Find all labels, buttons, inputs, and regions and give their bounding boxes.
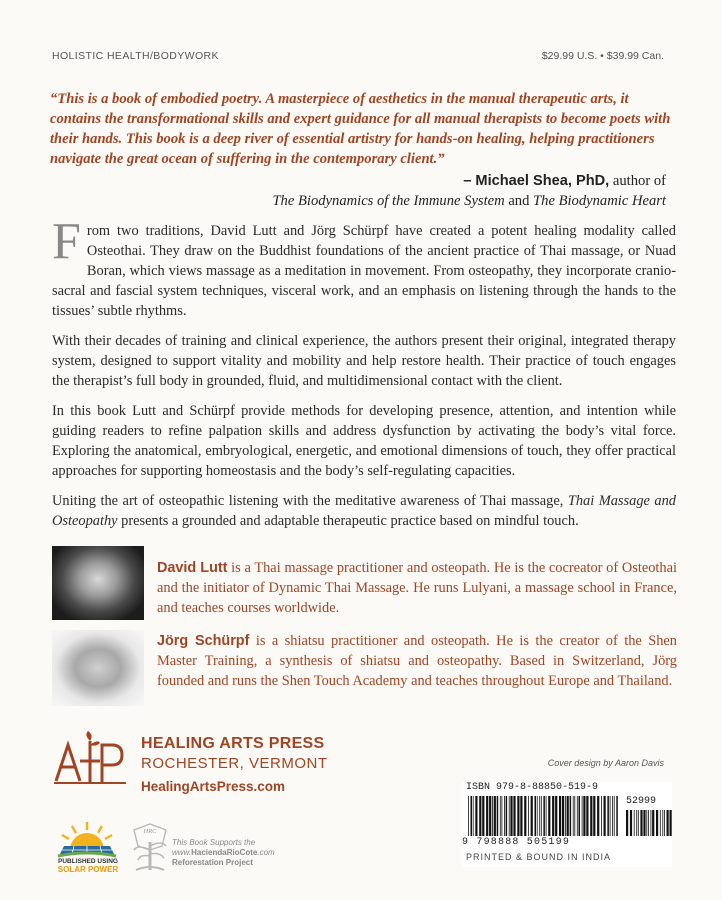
isbn-text: ISBN 979-8-88850-519-9: [466, 782, 599, 793]
description-p1-text: rom two traditions, David Lutt and Jörg Schürpf have created a potent healing modality called Osteothai. They draw on the Buddhist foundations of the ancient practice of Thai massage, or Nuad Boran, which views massage as a meditation in movement. From osteopathy, they incorporate cranio-sacral and fascial system techniques, visceral work, and an emphasis on listening through the hands to the tissues’ subtle rhythms.: [52, 223, 676, 319]
barcode-bar: [468, 796, 469, 836]
endorser-role: author of: [609, 173, 666, 189]
description-p4-end: presents a grounded and adaptable therapeutic practice based on mindful touch.: [117, 513, 579, 529]
barcode-bar: [597, 796, 599, 836]
barcode-bar: [667, 810, 669, 836]
cover-credit: Cover design by Aaron Davis: [547, 758, 664, 768]
tree-text-line2: [172, 848, 275, 858]
publisher-url[interactable]: HealingArtsPress.com: [141, 779, 286, 794]
barcode-bar: [471, 796, 473, 836]
description-p4-start: Uniting the art of osteopathic listening with the meditative awareness of Thai massage,: [52, 493, 568, 509]
barcode-bar: [502, 796, 503, 836]
author-bio-2: [157, 631, 677, 691]
tree-text-line1: This Book Supports the: [172, 838, 256, 847]
solar-label-line2: SOLAR POWER: [57, 865, 119, 874]
barcode-bar: [616, 796, 618, 836]
barcode-bar: [607, 796, 609, 836]
endorsement-quote: “This is a book of embodied poetry. A masterpiece of aesthetics in the manual therapeutic arts, it contains the transformational skills and expert guidance for all manual therapists to become poets with their hands. This book is a deep river of essential artistry for hands-on healing, helping practitioners navigate the great ocean of suffering in the contemporary client.”: [50, 91, 671, 167]
barcode-bar: [662, 810, 663, 836]
barcode-bar: [506, 796, 508, 836]
barcode-bar: [577, 796, 578, 836]
barcode-bar: [524, 796, 526, 836]
barcode-bar: [541, 796, 542, 836]
barcode-bar: [590, 796, 592, 836]
barcode-bar: [570, 796, 572, 836]
barcode-bars: [468, 796, 618, 836]
tree-url-prefix: www.: [172, 848, 192, 857]
barcode-bar: [579, 796, 581, 836]
barcode-bar: [528, 796, 529, 836]
barcode-bar: [513, 796, 515, 836]
barcode-bar: [567, 796, 569, 836]
endorser-name: – Michael Shea, PhD,: [463, 173, 610, 189]
publisher-name: HEALING ARTS PRESS: [141, 735, 325, 752]
solar-power-icon: [54, 820, 120, 858]
barcode-number: 9 798888 505199: [462, 837, 571, 848]
barcode-bar: [652, 810, 654, 836]
barcode-bar: [509, 796, 510, 836]
endorser-and: and: [504, 193, 534, 209]
reforestation-text: [172, 838, 275, 868]
book-title-inline: Thai Massage and Osteopathy: [52, 493, 676, 529]
tree-logo-text: HRC: [143, 828, 157, 835]
barcode-bar: [543, 796, 545, 836]
tree-text-line3: Reforestation Project: [172, 858, 253, 867]
description-paragraph-3: In this book Lutt and Schürpf provide methods for developing presence, attention, and intention while guiding readers to refine palpation skills and address dysfunction by activating the body’s vital force. Exploring the anatomical, embryological, energetic, and emotional dimensions of touch, they offer practical approaches for supporting homeostasis and the body’s self-regulating capacities.: [52, 403, 676, 479]
barcode-addon-bars: [626, 810, 672, 836]
barcode-bar: [555, 796, 557, 836]
barcode-bar: [670, 810, 672, 836]
author-bio-1: [157, 558, 677, 618]
barcode-bar: [614, 796, 615, 836]
barcode-bar: [638, 810, 639, 836]
price-label: $29.99 U.S. • $39.99 Can.: [541, 50, 664, 62]
barcode-bar: [475, 796, 477, 836]
barcode-bar: [630, 810, 632, 836]
solar-power-label: [52, 858, 124, 874]
logo-letters: AHP: [52, 718, 85, 735]
barcode-bar: [517, 796, 519, 836]
barcode-bar: [636, 810, 637, 836]
barcode-bar: [520, 796, 522, 836]
barcode-bar: [634, 810, 635, 836]
author-bio-text-2: is a shiatsu practitioner and osteopath. He is the creator of the Shen Master Training, a synthesis of shiatsu and osteopathy. Based in Switzerland, Jörg founded and runs the Shen Touch Academy and teaches throughout Europe and Thailand.: [157, 633, 677, 689]
barcode-bar: [562, 796, 564, 836]
dropcap: F: [52, 213, 81, 270]
endorser-book-1: The Biodynamics of the Immune System: [272, 193, 505, 209]
barcode-bar: [648, 810, 649, 836]
barcode-bar: [612, 796, 613, 836]
description-paragraph-1: [52, 213, 676, 321]
barcode-bar: [664, 810, 665, 836]
barcode-bar: [660, 810, 661, 836]
endorser-book-2: The Biodynamic Heart: [533, 193, 666, 209]
barcode-bar: [586, 796, 588, 836]
barcode-bar: [539, 796, 540, 836]
author-name-2: Jörg Schürpf: [157, 633, 250, 649]
barcode-bar: [479, 796, 481, 836]
barcode-bar: [640, 810, 642, 836]
tree-url-suffix: .com: [257, 848, 275, 857]
barcode-bar: [583, 796, 585, 836]
barcode-price-code: 52999: [626, 796, 657, 807]
barcode-bar: [489, 796, 491, 836]
quote-attribution: [106, 171, 666, 211]
barcode-bar: [656, 810, 658, 836]
barcode-bar: [494, 796, 496, 836]
barcode-bar: [593, 796, 595, 836]
barcode-bar: [574, 796, 575, 836]
barcode-bar: [535, 796, 537, 836]
barcode-bar: [626, 810, 628, 836]
tree-icon: [128, 820, 172, 872]
author-bio-text-1: is a Thai massage practitioner and osteopath. He is the cocreator of Osteothai and the initiator of Dynamic Thai Massage. He runs Lulyani, a massage school in France, and teaches courses worldwide.: [157, 560, 677, 616]
description-paragraph-4: [52, 491, 676, 531]
barcode-bar: [482, 796, 484, 836]
printed-in-label: PRINTED & BOUND IN INDIA: [466, 852, 612, 862]
barcode-bar: [601, 796, 602, 836]
barcode-bar: [510, 796, 512, 836]
description-paragraph-2: With their decades of training and clinical experience, the authors present their original, integrated therapy system, designed to support vitality and mobility and help restore health. Their practice of touch engages the therapist’s full body in grounded, fluid, and multidimensional contact with the client.: [52, 333, 676, 389]
author-photo-jorg-schurpf: [52, 630, 144, 706]
barcode-bar: [646, 810, 647, 836]
barcode-bar: [559, 796, 561, 836]
barcode-bar: [486, 796, 488, 836]
barcode-bar: [531, 796, 533, 836]
publisher-city: ROCHESTER, VERMONT: [141, 755, 328, 772]
category-label: HOLISTIC HEALTH/BODYWORK: [52, 50, 219, 62]
barcode-bar: [582, 796, 583, 836]
barcode-bar: [565, 796, 566, 836]
barcode-bar: [537, 796, 538, 836]
book-description: [52, 213, 676, 541]
barcode-bar: [546, 796, 547, 836]
barcode-bar: [552, 796, 554, 836]
barcode-bar: [651, 810, 652, 836]
barcode-bar: [643, 810, 645, 836]
barcode-bar: [610, 796, 611, 836]
tree-url-highlight: HaciendaRioCote: [191, 848, 258, 857]
healing-arts-press-logo: [52, 718, 128, 789]
solar-label-line1: PUBLISHED USING: [58, 858, 118, 865]
author-name-1: David Lutt: [157, 560, 228, 576]
barcode-bar: [473, 796, 474, 836]
author-photo-david-lutt: [52, 546, 144, 620]
barcode-bar: [492, 796, 493, 836]
barcode-bar: [573, 796, 574, 836]
barcode-bar: [497, 796, 499, 836]
barcode-bar: [548, 796, 550, 836]
barcode-bar: [604, 796, 606, 836]
barcode-bar: [500, 796, 501, 836]
barcode-bar: [504, 796, 505, 836]
